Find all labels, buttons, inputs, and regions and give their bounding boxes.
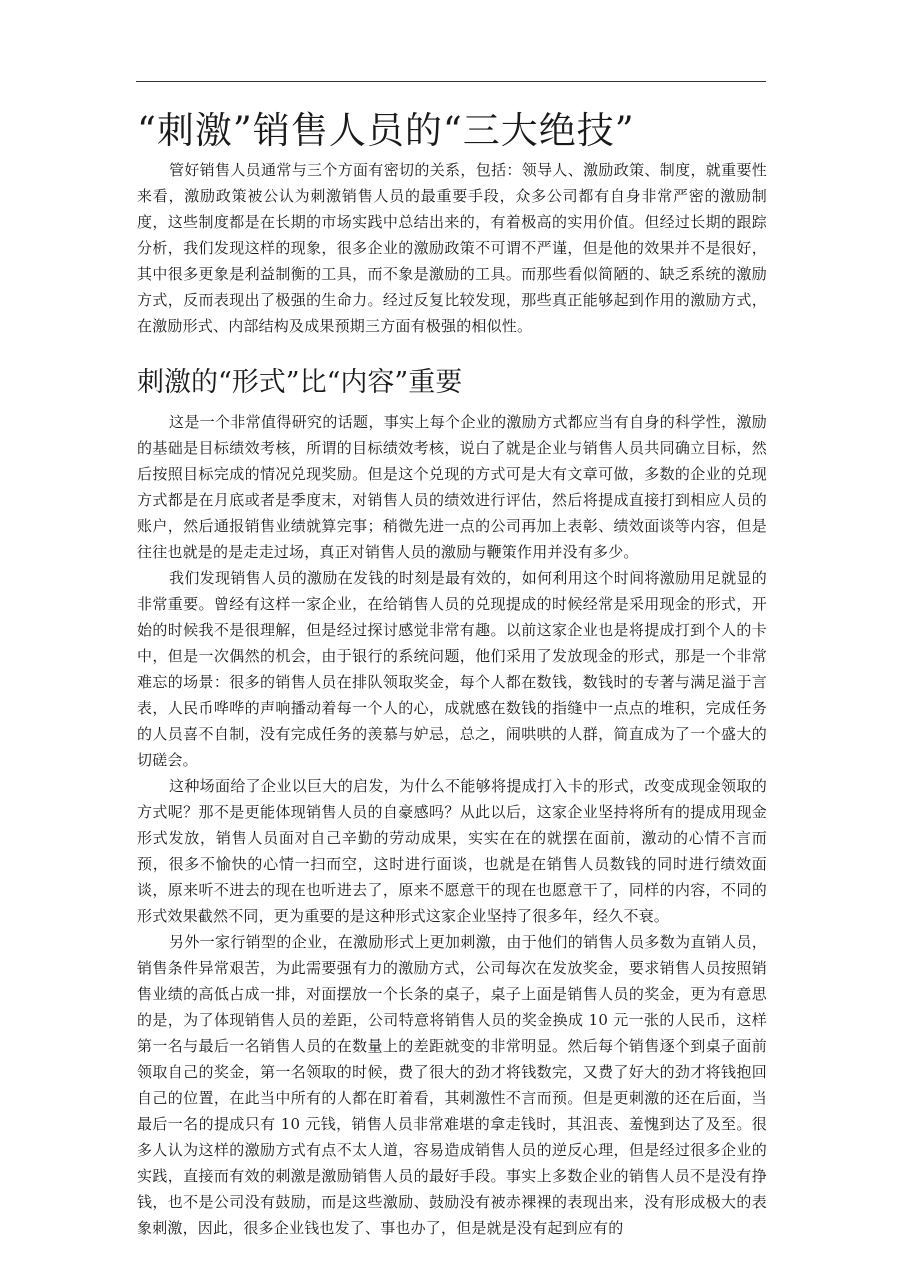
header-rule bbox=[136, 81, 766, 82]
section-paragraph-4: 另外一家行销型的企业，在激励形式上更加刺激，由于他们的销售人员多数为直销人员，销售条件异常艰苦，为此需要强有力的激励方式，公司每次在发放奖金，要求销售人员按照销售业绩的高低占成一排，对面摆放一个长条的桌子，桌子上面是销售人员的奖金，更为有意思的是，为了体现销售人员的差距，公司特意将销售人员的奖金换成 10 元一张的人民币，这样第一名与最后一名销售人员的在数量上的差距就变的非常明显。然后每个销售逐个到桌子面前领取自己的奖金，第一名领取的时候，费了很大的劲才将钱数完，又费了好大的劲才将钱抱回自己的位置，在此当中所有的人都在盯着看，其刺激性不言而预。但是更刺激的还在后面，当最后一名的提成只有 10 元钱，销售人员非常难堪的拿走钱时，其沮丧、羞愧到达了及至。很多人认为这样的激励方式有点不太人道，容易造成销售人员的逆反心理，但是经过很多企业的实践，直接而有效的刺激是激励销售人员的最好手段。事实上多数企业的销售人员不是没有挣钱，也不是公司没有鼓励，而是这些激励、鼓励没有被赤裸裸的表现出来，没有形成极大的表象刺激，因此，很多企业钱也发了、事也办了，但是就是没有起到应有的 bbox=[137, 933, 767, 1237]
section-paragraph-3: 这种场面给了企业以巨大的启发，为什么不能够将提成打入卡的形式，改变成现金领取的方式呢？那不是更能体现销售人员的自豪感吗？从此以后，这家企业坚持将所有的提成用现金形式发放，销售人员面对自己辛勤的劳动成果，实实在在的就摆在面前，激动的心情不言而预，很多不愉快的心情一扫而空，这时进行面谈，也就是在销售人员数钱的同时进行绩效面谈，原来听不进去的现在也听进去了，原来不愿意干的现在也愿意干了，同样的内容，不同的形式效果截然不同，更为重要的是这种形式这家企业坚持了很多年，经久不衰。 bbox=[137, 777, 767, 925]
intro-paragraph: 管好销售人员通常与三个方面有密切的关系，包括：领导人、激励政策、制度，就重要性来看，激励政策被公认为刺激销售人员的最重要手段，众多公司都有自身非常严密的激励制度，这些制度都是在长期的市场实践中总结出来的，有着极高的实用价值。但经过长期的跟踪分析，我们发现这样的现象，很多企业的激励政策不可谓不严谨，但是他的效果并不是很好，其中很多更象是利益制衡的工具，而不象是激励的工具。而那些看似简陋的、缺乏系统的激励方式，反而表现出了极强的生命力。经过反复比较发现，那些真正能够起到作用的激励方式，在激励形式、内部结构及成果预期三方面有极强的相似性。 bbox=[137, 161, 767, 335]
section-heading: 刺激的“形式”比“内容”重要 bbox=[137, 367, 463, 398]
document-body bbox=[137, 108, 767, 1241]
section-paragraph-1: 这是一个非常值得研究的话题，事实上每个企业的激励方式都应当有自身的科学性，激励的基础是目标绩效考核，所谓的目标绩效考核，说白了就是企业与销售人员共同确立目标，然后按照目标完成的情况兑现奖励。但是这个兑现的方式可是大有文章可做，多数的企业的兑现方式都是在月底或者是季度末，对销售人员的绩效进行评估，然后将提成直接打到相应人员的账户，然后通报销售业绩就算完事；稍微先进一点的公司再加上表彰、绩效面谈等内容，但是往往也就是的是走走过场，真正对销售人员的激励与鞭策作用并没有多少。 bbox=[137, 413, 767, 561]
document-title: “刺激”销售人员的“三大绝技” bbox=[137, 109, 635, 152]
section-paragraph-2: 我们发现销售人员的激励在发钱的时刻是最有效的，如何利用这个时间将激励用足就显的非常重要。曾经有这样一家企业，在给销售人员的兑现提成的时候经常是采用现金的形式，开始的时候我不是很理解，但是经过探讨感觉非常有趣。以前这家企业也是将提成打到个人的卡中，但是一次偶然的机会，由于银行的系统问题，他们采用了发放现金的形式，那是一个非常难忘的场景：很多的销售人员在排队领取奖金，每个人都在数钱，数钱时的专著与满足溢于言表，人民币哗哗的声响播动着每一个人的心，成就感在数钱的指缝中一点点的堆积，完成任务的人员喜不自制，没有完成任务的羡慕与妒忌，总之，闹哄哄的人群，简直成为了一个盛大的切磋会。 bbox=[137, 569, 767, 769]
